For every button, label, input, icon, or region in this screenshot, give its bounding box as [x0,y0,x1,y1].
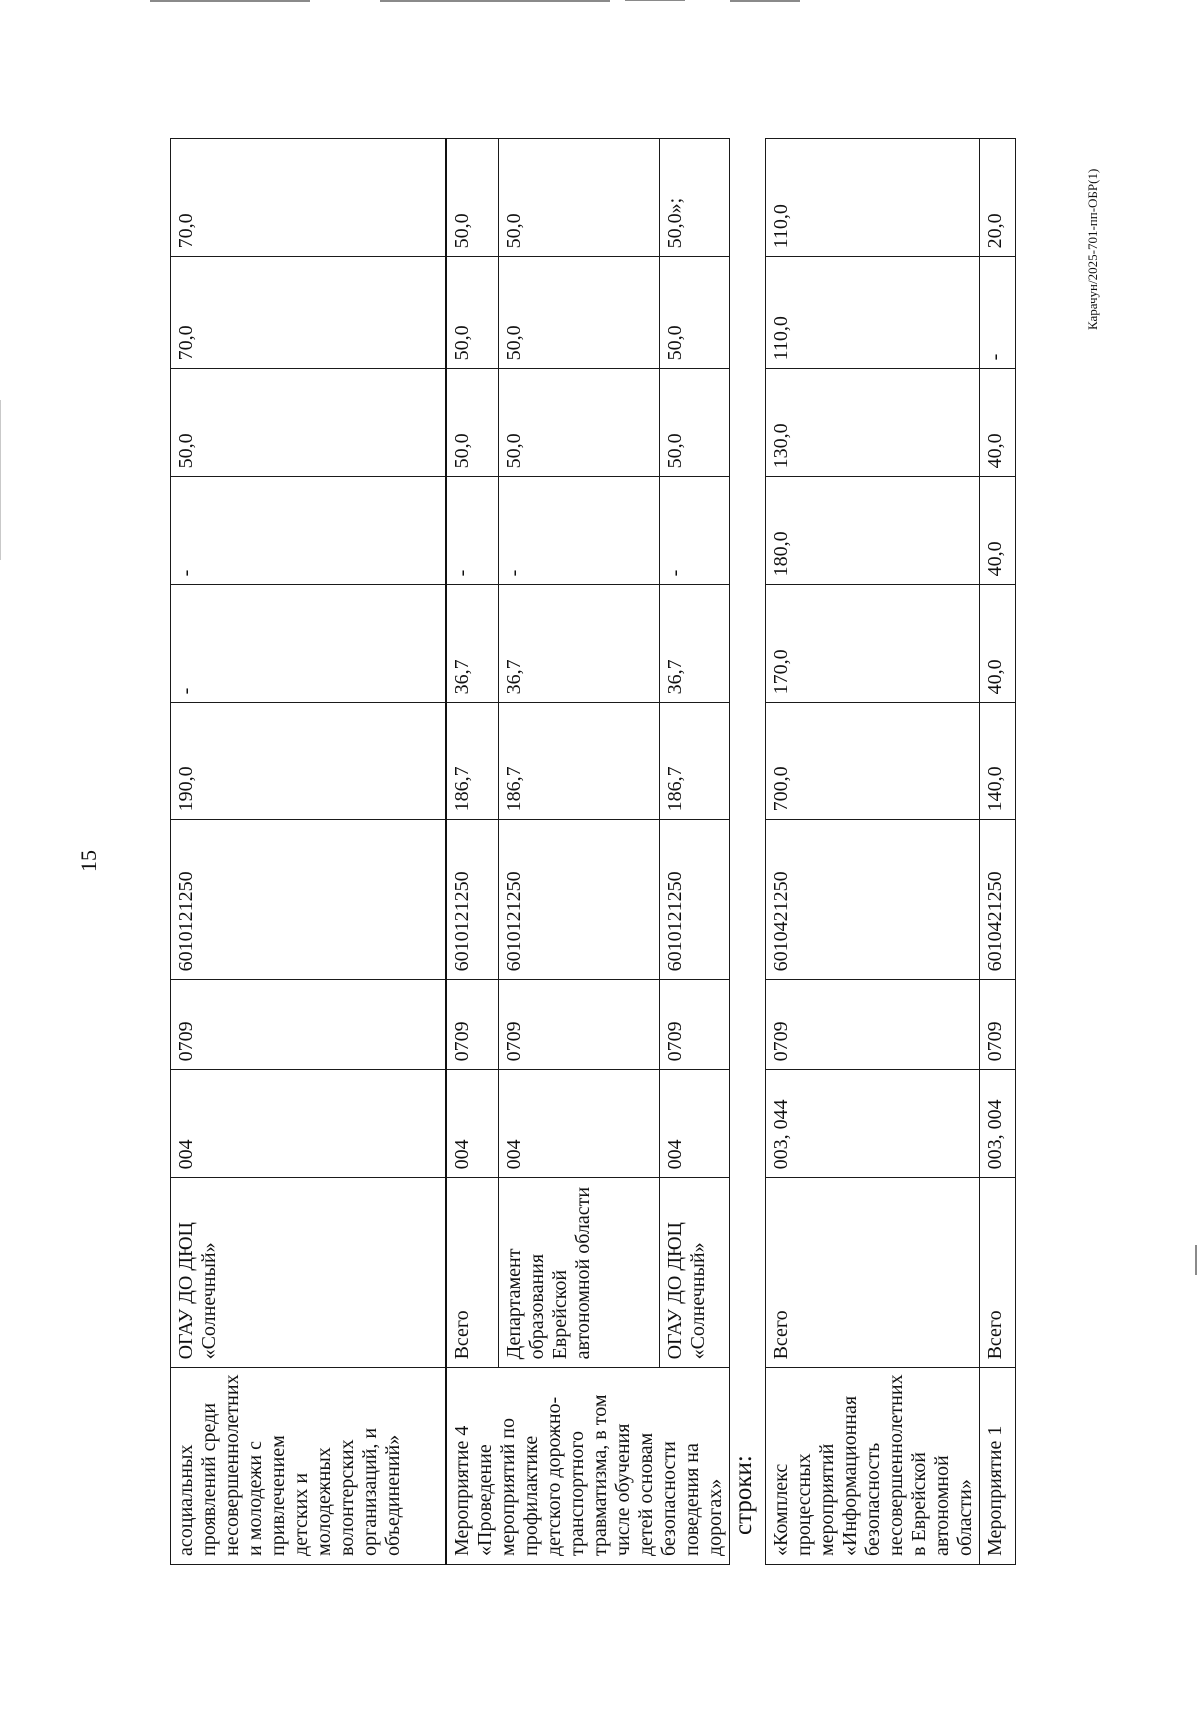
csr-cell: 6010121250 [171,820,446,980]
year-2027-cell: 50,0 [446,257,499,369]
year-2028-cell: 50,0»; [659,139,729,257]
year-2024-cell: 36,7 [446,585,499,703]
year-2024-cell: 36,7 [659,585,729,703]
csr-cell: 6010421250 [980,820,1016,980]
year-2026-cell: 50,0 [499,369,659,477]
table-bottom [765,138,1016,1565]
rz-pr-cell: 0709 [980,980,1016,1070]
rz-pr-cell: 0709 [766,980,980,1070]
total-cell: 700,0 [766,703,980,820]
rz-pr-cell: 0709 [499,980,659,1070]
table-row [659,139,729,1565]
year-2026-cell: 50,0 [446,369,499,477]
year-2025-cell: 180,0 [766,477,980,585]
total-cell: 186,7 [499,703,659,820]
year-2025-cell: - [446,477,499,585]
table-row [499,139,659,1565]
year-2028-cell: 50,0 [446,139,499,257]
total-cell: 186,7 [446,703,499,820]
year-2026-cell: 50,0 [171,369,446,477]
section-label: строки: [730,1455,757,1535]
year-2026-cell: 40,0 [980,369,1016,477]
table-row [766,139,980,1565]
year-2027-cell: 50,0 [499,257,659,369]
grbs-cell: 003, 044 [766,1070,980,1178]
year-2028-cell: 20,0 [980,139,1016,257]
total-cell: 140,0 [980,703,1016,820]
year-2025-cell: - [171,477,446,585]
year-2025-cell: 40,0 [980,477,1016,585]
year-2028-cell: 110,0 [766,139,980,257]
year-2024-cell: 40,0 [980,585,1016,703]
grbs-cell: 004 [659,1070,729,1178]
year-2028-cell: 50,0 [499,139,659,257]
document-footer: Карачун/2025-701-пп-ОБР(1) [1085,168,1100,330]
total-cell: 186,7 [659,703,729,820]
year-2025-cell: - [659,477,729,585]
table-row [980,139,1016,1565]
csr-cell: 6010121250 [499,820,659,980]
grbs-cell: 003, 004 [980,1070,1016,1178]
year-2026-cell: 50,0 [659,369,729,477]
csr-cell: 6010121250 [659,820,729,980]
table-row [446,139,499,1565]
rz-pr-cell: 0709 [446,980,499,1070]
total-cell: 190,0 [171,703,446,820]
csr-cell: 6010421250 [766,820,980,980]
year-2027-cell: 110,0 [766,257,980,369]
year-2027-cell: 50,0 [659,257,729,369]
year-2024-cell: - [171,585,446,703]
executor-cell: Всего [980,1178,1016,1368]
rz-pr-cell: 0709 [659,980,729,1070]
measure-name-cell: асоциальных проявлений среди несовершеннолетних и молодежи с привлечением детских и молодежных волонтерских организаций, и объединений» [171,1368,446,1565]
year-2025-cell: - [499,477,659,585]
page-number: 15 [76,850,101,872]
executor-cell: Департамент образования Еврейской автономной области [499,1178,659,1368]
year-2028-cell: 70,0 [171,139,446,257]
executor-cell: Всего [766,1178,980,1368]
year-2024-cell: 170,0 [766,585,980,703]
year-2027-cell: - [980,257,1016,369]
year-2026-cell: 130,0 [766,369,980,477]
grbs-cell: 004 [499,1070,659,1178]
measure-name-cell: «Комплекс процессных мероприятий «Информационная безопасность несовершеннолетних в Еврейской автономной области» [766,1368,980,1565]
grbs-cell: 004 [446,1070,499,1178]
table-row [171,139,446,1565]
year-2027-cell: 70,0 [171,257,446,369]
rz-pr-cell: 0709 [171,980,446,1070]
executor-cell: Всего [446,1178,499,1368]
grbs-cell: 004 [171,1070,446,1178]
year-2024-cell: 36,7 [499,585,659,703]
measure-name-cell: Мероприятие 1 [980,1368,1016,1565]
measure-name-cell: Мероприятие 4 «Проведение мероприятий по профилактике детского дорожно-транспортного травматизма, в том числе обучения детей основам безопасности поведения на дорогах» [446,1368,730,1565]
executor-cell: ОГАУ ДО ДЮЦ «Солнечный» [659,1178,729,1368]
executor-cell: ОГАУ ДО ДЮЦ «Солнечный» [171,1178,446,1368]
csr-cell: 6010121250 [446,820,499,980]
table-top [170,138,730,1565]
